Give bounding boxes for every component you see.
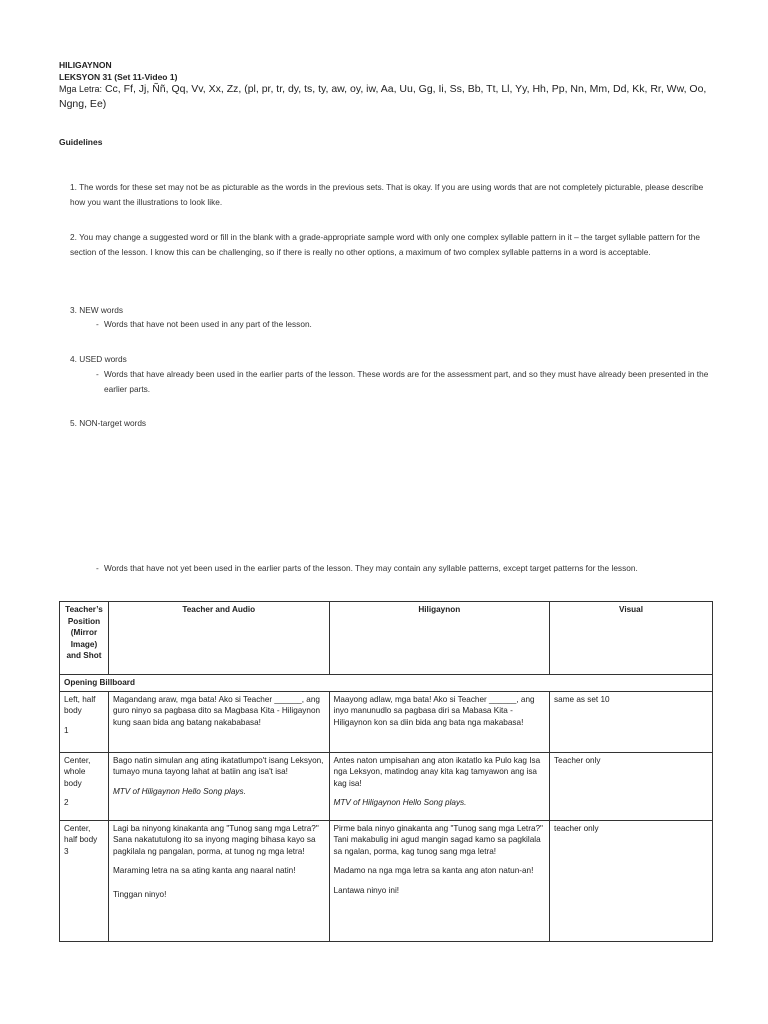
audio-text-2: Maraming letra na sa ating kanta ang naaral natin! xyxy=(112,866,296,875)
position-cell xyxy=(60,691,109,752)
audio-text: Lagi ba ninyong kinakanta ang "Tunog sang mga Letra?" Sana nakatutulong ito sa inyong maging bihasa kayo sa pagkilala ng pangalan, porma, at tunog ng mga letra! xyxy=(112,823,319,856)
row-number: 2 xyxy=(64,798,69,807)
section-row xyxy=(60,675,713,692)
letters-label: Mga Letra: xyxy=(59,84,103,94)
hiligaynon-stage-direction: MTV of Hiligaynon Hello Song plays. xyxy=(333,798,467,807)
hiligaynon-text: Antes naton umpisahan ang aton ikatatlo ka Pulo kag Isa nga Leksyon, matindog anay kita kag tamyawon ang isa kag isa! xyxy=(333,755,541,788)
header-visual: Visual xyxy=(550,602,713,675)
guideline-4-bullet: - Words that have already been used in the earlier parts of the lesson. These words are for the assessment part, and so they must have already been presented in the earlier parts. xyxy=(96,367,714,396)
visual-text: Teacher only xyxy=(554,755,601,765)
audio-cell xyxy=(108,820,329,941)
guideline-5: 5. NON-target words xyxy=(70,418,147,428)
guidelines-heading: Guidelines xyxy=(59,137,103,147)
hiligaynon-cell xyxy=(329,820,550,941)
visual-text: same as set 10 xyxy=(554,694,610,704)
position-cell xyxy=(60,752,109,820)
letters-line xyxy=(59,82,709,112)
position-text: Center, whole body xyxy=(64,755,91,788)
audio-cell xyxy=(108,752,329,820)
guideline-1: 1. The words for these set may not be as picturable as the words in the previous sets. That is okay. If you are using words that are not completely picturable, please describe how you want the illustrations to look like. xyxy=(70,182,704,207)
hiligaynon-cell xyxy=(329,752,550,820)
row-number: 3 xyxy=(64,846,69,856)
guideline-3-bullet: - Words that have not been used in any part of the lesson. xyxy=(96,317,714,332)
table-row xyxy=(60,691,713,752)
header-teacher-audio: Teacher and Audio xyxy=(108,602,329,675)
audio-text-3: Tinggan ninyo! xyxy=(112,889,167,899)
visual-cell xyxy=(550,820,713,941)
lesson-title: LEKSYON 31 (Set 11-Video 1) xyxy=(59,72,178,82)
position-cell xyxy=(60,820,109,941)
table-row xyxy=(60,752,713,820)
guideline-3: 3. NEW words xyxy=(70,305,124,315)
table-row xyxy=(60,820,713,941)
row-number: 1 xyxy=(64,725,69,735)
guideline-5-bullet: - Words that have not yet been used in the earlier parts of the lesson. They may contain any syllable patterns, except target patterns for the lesson. xyxy=(96,561,714,576)
guideline-2: 2. You may change a suggested word or fill in the blank with a grade-appropriate sample word with only one complex syllable pattern in it – the target syllable pattern for the section of the lesson. I know this can be challenging, so if there is really no other options, a maximum of two complex syllable patterns in a word is acceptable. xyxy=(70,232,701,257)
position-text: Left, half body xyxy=(64,694,96,715)
script-table xyxy=(59,601,713,942)
header-hiligaynon: Hiligaynon xyxy=(329,602,550,675)
hiligaynon-text-2: Madamo na nga mga letra sa kanta ang aton natun-an! xyxy=(333,866,534,875)
hiligaynon-text-3: Lantawa ninyo ini! xyxy=(333,885,400,895)
hiligaynon-text: Pirme bala ninyo ginakanta ang "Tunog sang mga Letra?" Tani makabulig ini agud mangin sagad kamo sa pagkilala sa ngalan, porma, kag tunog sang mga letra! xyxy=(333,823,543,856)
visual-text: teacher only xyxy=(554,823,599,833)
hiligaynon-cell xyxy=(329,691,550,752)
letters-list: Cc, Ff, Jj, Ññ, Qq, Vv, Xx, Zz, (pl, pr, tr, dy, ts, ty, aw, oy, iw, Aa, Uu, Gg, Ii, Ss, Bb, Tt, Ll, Yy, Hh, Pp, Nn, Mm, Dd, Kk, Rr, Ww, Oo, Ngng, Ee) xyxy=(59,83,707,110)
visual-cell xyxy=(550,752,713,820)
visual-cell xyxy=(550,691,713,752)
audio-cell xyxy=(108,691,329,752)
header-position: Teacher’s Position (Mirror Image) and Shot xyxy=(60,602,109,675)
audio-text: Bago natin simulan ang ating ikatatlumpo't isang Leksyon, tumayo muna tayong lahat at batiin ang isa't isa! xyxy=(112,755,324,776)
audio-text: Magandang araw, mga bata! Ako si Teacher ______, ang guro ninyo sa pagbasa dito sa Magbasa Kita - Hiligaynon kung saan bida ang batang nakababasa! xyxy=(112,694,321,727)
position-text: Center, half body xyxy=(64,823,98,844)
hiligaynon-text: Maayong adlaw, mga bata! Ako si Teacher ______, ang inyo manunudlo sa pagbasa diri sa Mabasa Kita - Hiligaynon kon sa diin bida ang bata nga makabasa! xyxy=(333,694,535,727)
table-header-row xyxy=(60,602,713,675)
audio-stage-direction: MTV of Hiligaynon Hello Song plays. xyxy=(112,786,246,796)
guideline-4: 4. USED words xyxy=(70,354,127,364)
section-opening-billboard: Opening Billboard xyxy=(60,675,713,692)
language-title: HILIGAYNON xyxy=(59,60,112,70)
